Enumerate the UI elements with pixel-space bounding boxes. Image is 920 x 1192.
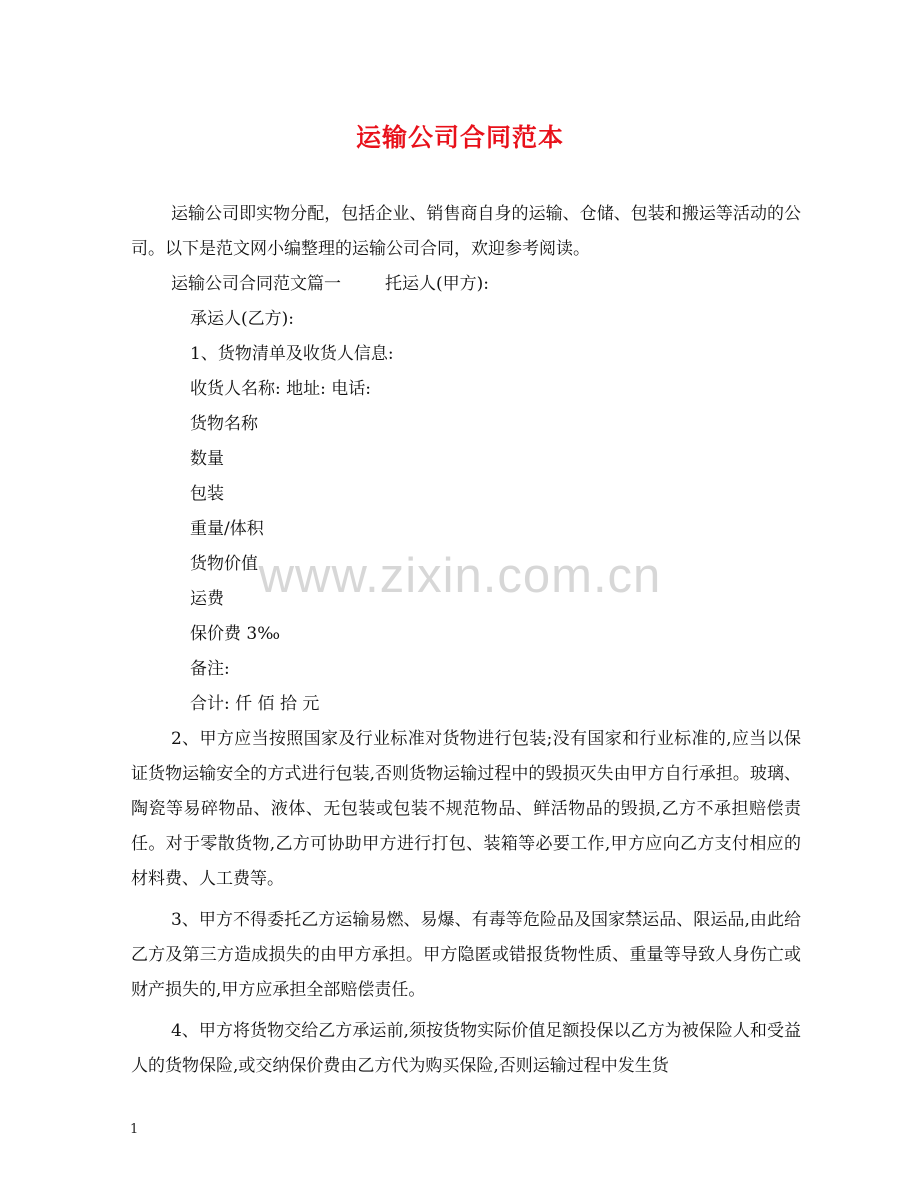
heading-line — [131, 267, 801, 302]
field-packaging: 包装 — [190, 484, 224, 504]
document-title: 运输公司合同范本 — [355, 123, 564, 152]
field-freight: 运费 — [190, 589, 224, 609]
field-insurance-fee: 保价费 3‰ — [190, 624, 281, 644]
item1-title: 1、货物清单及收货人信息: — [190, 344, 394, 364]
watermark: www.zixin.com.cn — [258, 549, 662, 603]
carrier-label: 承运人(乙方): — [190, 309, 294, 329]
field-total: 合计: 仟 佰 拾 元 — [190, 694, 320, 714]
field-quantity: 数量 — [190, 449, 224, 469]
document-body — [131, 197, 801, 1084]
consignee-info: 收货人名称: 地址: 电话: — [190, 379, 371, 399]
clause-3: 3、甲方不得委托乙方运输易燃、易爆、有毒等危险品及国家禁运品、限运品,由此给乙方及第三方造成损失的由甲方承担。甲方隐匿或错报货物性质、重量等导致人身伤亡或财产损失的,甲方应承担全部赔偿责任。 — [131, 910, 801, 1000]
field-remarks: 备注: — [190, 659, 230, 679]
shipper-label: 托运人(甲方): — [385, 274, 489, 294]
field-goods-name: 货物名称 — [190, 414, 258, 434]
clause-4: 4、甲方将货物交给乙方承运前,须按货物实际价值足额投保以乙方为被保险人和受益人的货物保险,或交纳保价费由乙方代为购买保险,否则运输过程中发生货 — [131, 1021, 801, 1076]
intro-paragraph: 运输公司即实物分配，包括企业、销售商自身的运输、仓储、包装和搬运等活动的公司。以下是范文网小编整理的运输公司合同，欢迎参考阅读。 — [131, 204, 801, 259]
field-goods-value: 货物价值 — [190, 554, 258, 574]
clause-2: 2、甲方应当按照国家及行业标准对货物进行包装;没有国家和行业标准的,应当以保证货物运输安全的方式进行包装,否则货物运输过程中的毁损灭失由甲方自行承担。玻璃、陶瓷等易碎物品、液体、无包装或包装不规范物品、鲜活物品的毁损,乙方不承担赔偿责任。对于零散货物,乙方可协助甲方进行打包、装箱等必要工作,甲方应向乙方支付相应的材料费、人工费等。 — [131, 729, 801, 889]
field-weight-volume: 重量/体积 — [190, 519, 264, 539]
page-number: 1 — [130, 1122, 139, 1137]
contract-section-title: 运输公司合同范文篇一 — [171, 274, 341, 294]
